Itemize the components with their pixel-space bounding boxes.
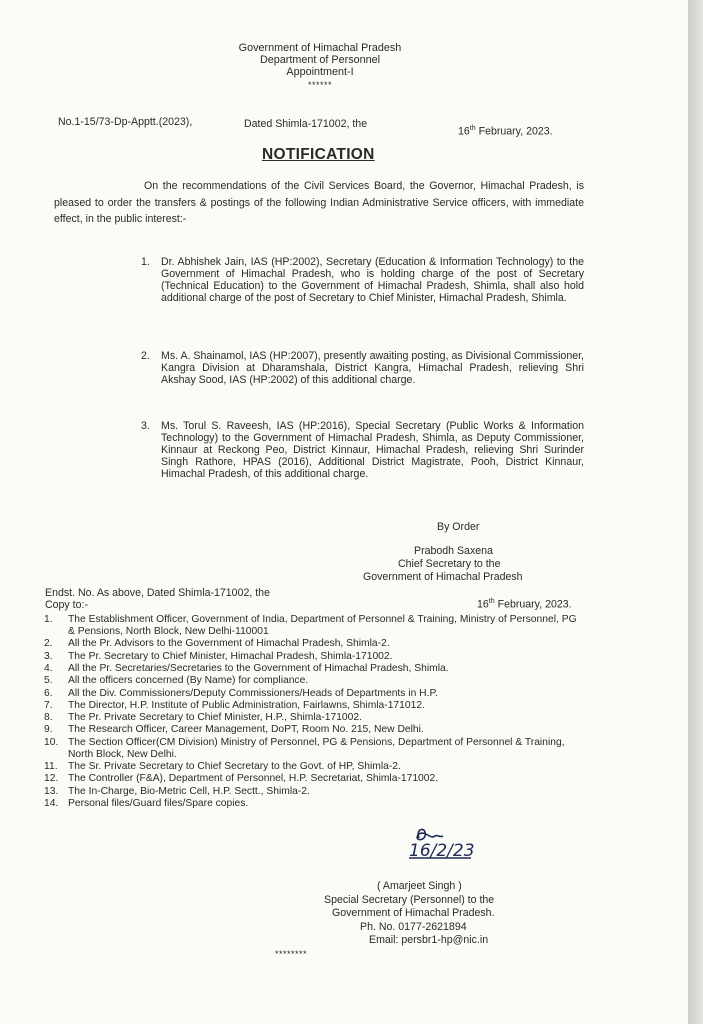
list-item: 7. The Director, H.P. Institute of Public Administration, Fairlawns, Shimla-171012.	[44, 699, 425, 711]
handwritten-date: 16/2/23	[409, 841, 475, 861]
notification-title: NOTIFICATION	[262, 146, 375, 163]
reference-date: 16th February, 2023.	[458, 125, 553, 138]
signatory-phone: Ph. No. 0177-2621894	[360, 921, 467, 933]
intro-paragraph: On the recommendations of the Civil Services Board, the Governor, Himachal Pradesh, is pleased to order the transfers & postings of the following Indian Administrative Service officers, with immediate effect, in the public interest:-	[54, 180, 584, 225]
list-item: 5. All the officers concerned (By Name) for compliance.	[44, 675, 309, 687]
list-item: 3. The Pr. Secretary to Chief Minister, Himachal Pradesh, Shimla-171002.	[44, 650, 393, 662]
footer-stars: ********	[275, 949, 308, 959]
item-number: 3.	[141, 420, 150, 432]
list-item: 4. All the Pr. Secretaries/Secretaries to the Government of Himachal Pradesh, Shimla.	[44, 662, 449, 674]
signatory-email: Email: persbr1-hp@nic.in	[369, 934, 489, 946]
signatory-designation-2: Government of Himachal Pradesh.	[332, 907, 495, 919]
handwritten-signature	[405, 826, 485, 872]
govt-header-line1: Government of Himachal Pradesh	[238, 42, 402, 54]
order-signatory-name: Prabodh Saxena	[414, 545, 493, 557]
reference-dated: Dated Shimla-171002, the	[244, 118, 368, 130]
list-item: 6. All the Div. Commissioners/Deputy Commissioners/Heads of Departments in H.P.	[44, 687, 438, 699]
item-number: 2.	[141, 350, 150, 362]
copy-to-label: Copy to:-	[45, 599, 88, 611]
item-text: Ms. A. Shainamol, IAS (HP:2007), presently awaiting posting, as Divisional Commissioner, Kangra Division at Dharamshala, District Kangra, Himachal Pradesh, relieving Shri Akshay Sood, IAS (HP:2002) of this additional charge.	[161, 350, 584, 387]
item-number: 1.	[141, 256, 150, 268]
signatory-name: ( Amarjeet Singh )	[377, 880, 462, 892]
scan-edge	[688, 0, 703, 1024]
endorsement-line: Endst. No. As above, Dated Shimla-171002, the	[45, 587, 270, 599]
reference-number: No.1-15/73-Dp-Apptt.(2023),	[58, 116, 193, 128]
list-item: 9. The Research Officer, Career Management, DoPT, Room No. 215, New Delhi.	[44, 724, 424, 736]
list-item: 14. Personal files/Guard files/Spare copies.	[44, 798, 249, 810]
list-item: 10. The Section Officer(CM Division) Ministry of Personnel, PG & Pensions, Department of Personnel & Training, North Block, New Delhi.	[44, 736, 565, 761]
by-order: By Order	[437, 521, 480, 533]
dept-header-line2: Department of Personnel	[259, 54, 381, 66]
order-designation-2: Government of Himachal Pradesh	[363, 571, 523, 583]
endorsement-date: 16th February, 2023.	[477, 598, 572, 611]
list-item: 8. The Pr. Private Secretary to Chief Minister, H.P., Shimla-171002.	[44, 712, 362, 724]
list-item: 1. The Establishment Officer, Government of India, Department of Personnel & Training, Ministry of Personnel, PG & Pensions, North Block, New Delhi-110001	[44, 614, 577, 638]
list-item: 13. The In-Charge, Bio-Metric Cell, H.P. Sectt., Shimla-2.	[44, 785, 310, 797]
list-item: 11. The Sr. Private Secretary to Chief Secretary to the Govt. of HP, Shimla-2.	[44, 761, 401, 773]
section-header-line3: Appointment-I	[286, 66, 354, 78]
copy-list	[44, 614, 584, 810]
list-item: 12. The Controller (F&A), Department of Personnel, H.P. Secretariat, Shimla-171002.	[44, 773, 439, 785]
item-text: Dr. Abhishek Jain, IAS (HP:2002), Secretary (Education & Information Technology) to the Government of Himachal Pradesh, who is holding charge of the post of Secretary (Technical Education) to the Government of Himachal Pradesh, Shimla, shall also hold additional charge of the post of Secretary to Chief Minister, Himachal Pradesh, Shimla.	[161, 256, 584, 305]
header-stars: ******	[307, 80, 332, 90]
list-item: 2. All the Pr. Advisors to the Government of Himachal Pradesh, Shimla-2.	[44, 638, 390, 650]
signatory-designation-1: Special Secretary (Personnel) to the	[324, 894, 495, 906]
order-designation-1: Chief Secretary to the	[398, 558, 501, 570]
item-text: Ms. Torul S. Raveesh, IAS (HP:2016), Special Secretary (Public Works & Information Technology) to the Government of Himachal Pradesh, Shimla, as Deputy Commissioner, Kinnaur at Reckong Peo, District Kinnaur, Himachal Pradesh, relieving Shri Surinder Singh Rathore, HPAS (2016), Additional District Magistrate, Pooh, District Kinnaur, Himachal Pradesh, of this additional charge.	[161, 420, 584, 481]
